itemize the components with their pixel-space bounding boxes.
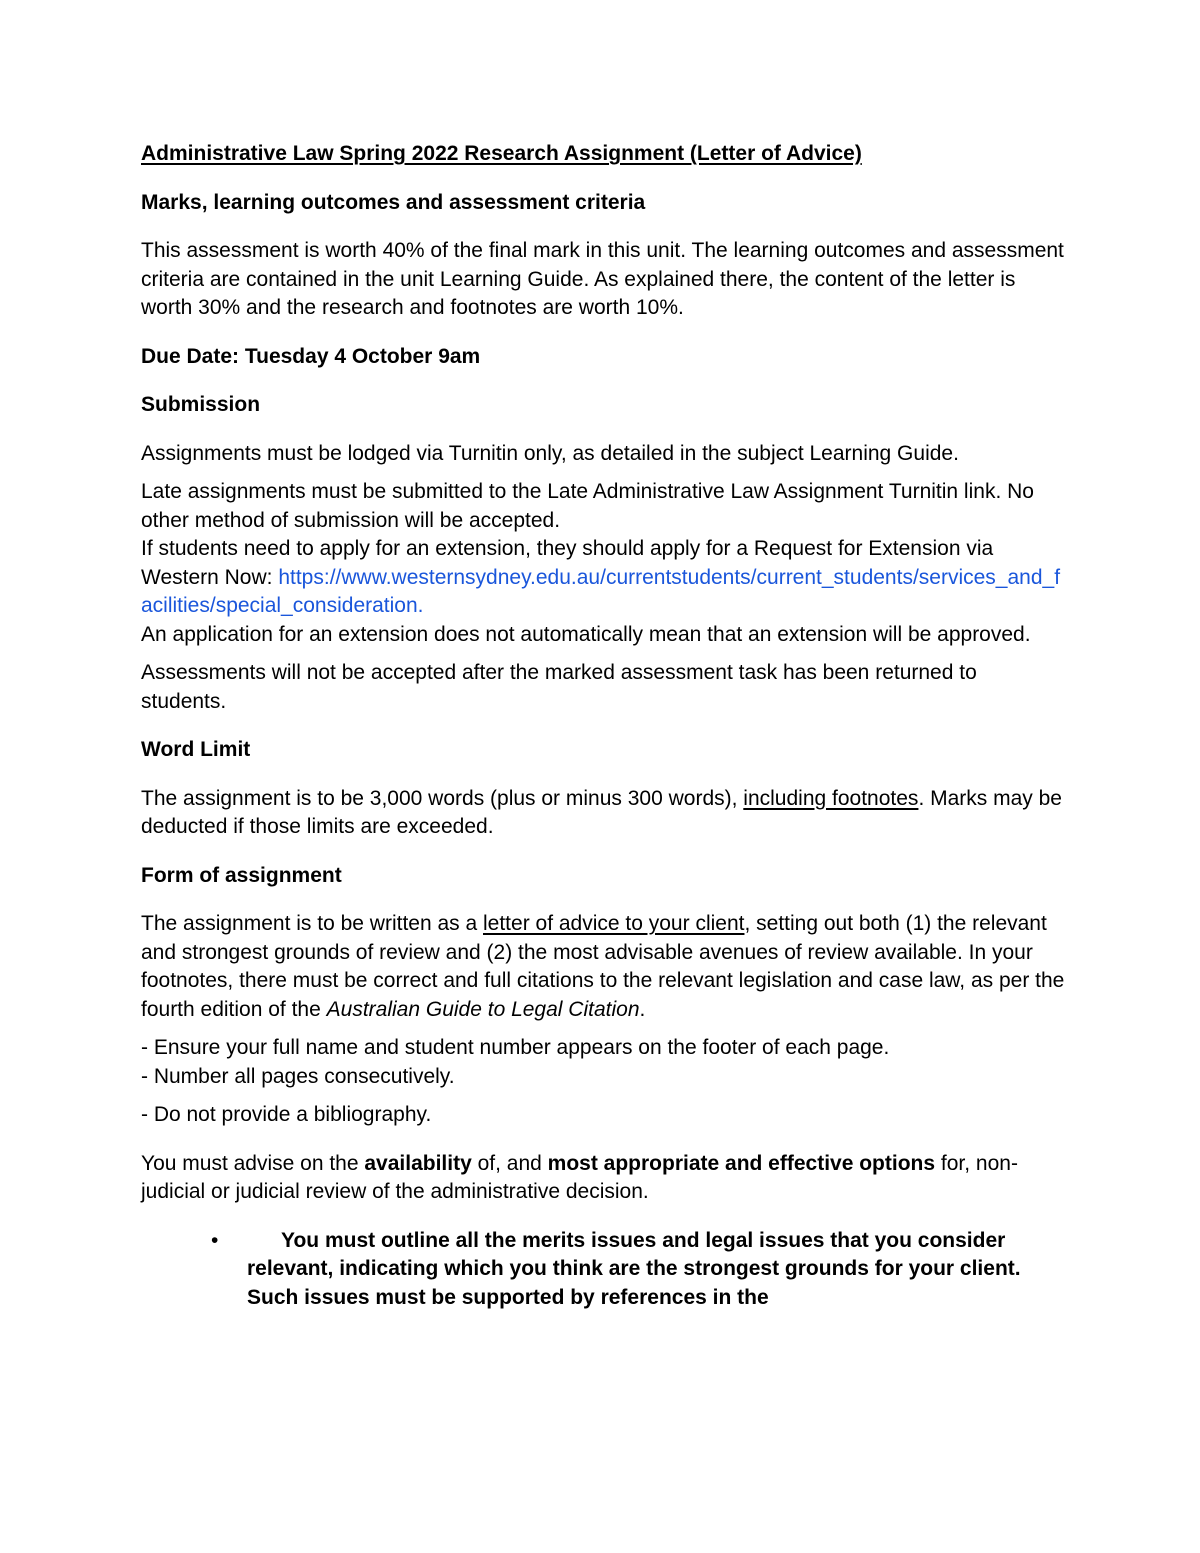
form-heading: Form of assignment	[141, 863, 342, 887]
advise-b1: availability	[364, 1151, 472, 1175]
form-text-b: , setting out both (1) the relevant and strongest grounds of review and (2) the most advisable avenues of review available. In your footnotes, there must be correct and full citations to the relevant legislation and case law, as per the fourth edition of the	[141, 912, 1065, 1021]
advise-t2: of, and	[471, 1151, 548, 1175]
marks-heading: Marks, learning outcomes and assessment criteria	[141, 190, 646, 214]
advise-b2: most appropriate and effective options	[547, 1151, 936, 1175]
form-paragraph	[141, 910, 1066, 1024]
extension-text: If students need to apply for an extension, they should apply for a Request for Extension via Western Now:	[141, 537, 994, 589]
submission-heading: Submission	[141, 393, 261, 416]
word-limit-text-a: The assignment is to be 3,000 words (plus or minus 300 words),	[141, 786, 744, 810]
word-limit-paragraph	[141, 785, 1066, 842]
submission-application-paragraph: An application for an extension does not automatically mean that an extension will be approved.	[141, 622, 1031, 646]
due-date: Due Date: Tuesday 4 October 9am	[141, 344, 481, 368]
special-consideration-link[interactable]: https://www.westernsydney.edu.au/currentstudents/current_students/services_and_facilities/special_consideration	[141, 565, 1061, 617]
word-limit-text-b: . Marks may be deducted if those limits are exceeded.	[141, 786, 1062, 838]
document-title: Administrative Law Spring 2022 Research Assignment (Letter of Advice)	[141, 142, 862, 165]
form-italic-citation-guide: Australian Guide to Legal Citation	[326, 997, 640, 1021]
form-item-bibliography: - Do not provide a bibliography.	[141, 1103, 432, 1126]
bullet-text: You must outline all the merits issues and legal issues that you consider relevant, indicating which you think are the strongest grounds for your client. Such issues must be supported by references in the	[247, 1228, 1021, 1309]
submission-late-paragraph: Late assignments must be submitted to the Late Administrative Law Assignment Turnitin link. No other method of submission will be accepted.	[141, 480, 1034, 532]
form-underlined: letter of advice to your client	[483, 912, 745, 935]
submission-returned-paragraph: Assessments will not be accepted after the marked assessment task has been returned to students.	[141, 661, 977, 713]
bullet-item	[141, 1227, 1066, 1313]
marks-paragraph: This assessment is worth 40% of the final mark in this unit. The learning outcomes and assessment criteria are contained in the unit Learning Guide. As explained there, the content of the letter is worth 30% and the research and footnotes are worth 10%.	[141, 239, 1064, 319]
submission-turnitin-paragraph: Assignments must be lodged via Turnitin only, as detailed in the subject Learning Guide.	[141, 441, 959, 465]
form-item-page-numbers: - Number all pages consecutively.	[141, 1064, 455, 1088]
advise-t3: for, non-judicial or judicial review of the administrative decision.	[141, 1151, 1018, 1203]
word-limit-underlined: including footnotes	[743, 786, 919, 810]
form-text-c: .	[639, 997, 646, 1021]
link-period: .	[417, 594, 424, 617]
word-limit-heading: Word Limit	[141, 738, 251, 761]
document-body	[141, 140, 1066, 1312]
advise-t1: You must advise on the	[141, 1151, 365, 1175]
advise-paragraph	[141, 1150, 1066, 1207]
bullet-marker: •	[211, 1228, 219, 1252]
form-item-footer: - Ensure your full name and student number appears on the footer of each page.	[141, 1036, 890, 1059]
submission-extension-paragraph	[141, 535, 1066, 621]
form-text-a: The assignment is to be written as a	[141, 912, 483, 935]
